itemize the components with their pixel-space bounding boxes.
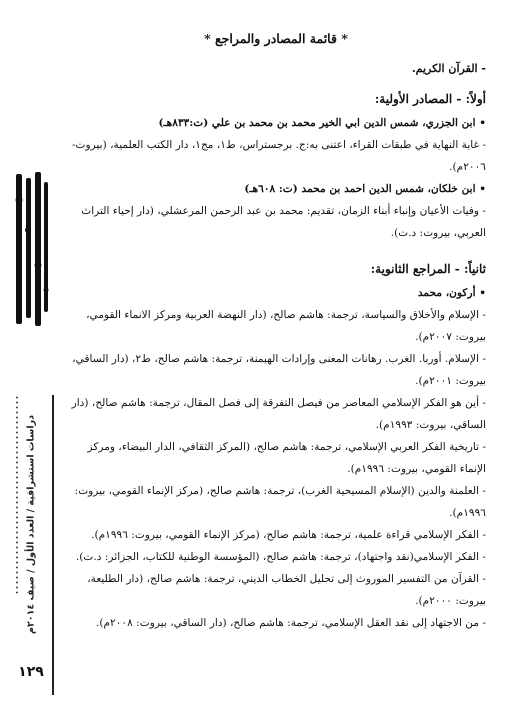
bib-entry: - الفكر الإسلامي(نقد واجتهاد)، ترجمة: هاشم صالح، (المؤسسة الوطنية للكتاب، الجزائر: د.ت).	[75, 551, 486, 563]
bib-entry: - الإسلام. أوربا. الغرب. رهانات المعنى وإرادات الهيمنة، ترجمة: هاشم صالح، ط٢، (دار الساقي، بيروت: ٢٠٠١م).	[72, 353, 486, 387]
bib-author: • ابن الجزري، شمس الدين ابي الخير محمد بن محمد بن علي (ت:٨٣٣هـ)	[158, 117, 486, 129]
bib-entry: - من الاجتهاد إلى نقد العقل الإسلامي، ترجمة: هاشم صالح، (دار الساقي، بيروت: ٢٠٠٨م).	[95, 617, 486, 629]
bib-author: • ابن خلكان، شمس الدين احمد بن محمد (ت: ٦٠٨هـ)	[244, 183, 486, 195]
secondary-sources-heading: ثانياً: - المراجع الثانوية:	[370, 262, 486, 276]
bib-entry: - غاية النهاية في طبقات القراء، اعتنى به:ج. برجستراس، ط١، مج١، دار الكتب العلمية، (بيروت- ٢٠٠٦م).	[71, 139, 486, 173]
margin-divider	[52, 395, 54, 695]
page-title: * قائمة المصادر والمراجع *	[204, 31, 348, 46]
quran-entry: - القرآن الكريم.	[411, 62, 486, 75]
bib-entry: - الإسلام والأخلاق والسياسة، ترجمة: هاشم صالح، (دار النهضة العربية ومركز الانماء القومي، بيروت: ٢٠٠٧م).	[86, 309, 486, 343]
page-number: ١٢٩	[18, 664, 44, 680]
bibliography	[66, 28, 486, 634]
bib-entry: - تاريخية الفكر العربي الإسلامي، ترجمة: هاشم صالح، (المركز الثقافي، الدار البيضاء، ومركز الإنماء القومي، بيروت: ١٩٩٦م).	[87, 441, 486, 475]
primary-sources-heading: أولاً: - المصادر الأولية:	[374, 92, 486, 106]
bib-entry: - أين هو الفكر الإسلامي المعاصر من فيصل التفرقة إلى فصل المقال، ترجمة: هاشم صالح، (دار الساقي، بيروت: ١٩٩٣م).	[71, 397, 486, 431]
bib-author: • أركون، محمد	[417, 287, 486, 299]
running-header: دراسات استشراقية / العدد الأول / صيف ٢٠١٤م	[25, 415, 37, 635]
bib-entry: - وفيات الأعيان وإنباء أبناء الزمان، تقديم: محمد بن عبد الرحمن المرعشلي، (دار إحياء التراث العربي، بيروت: د.ت).	[81, 205, 486, 239]
journal-logo	[10, 170, 52, 330]
bib-entry: - العلمنة والدين (الإسلام المسيحية الغرب)، ترجمة: هاشم صالح، (مركز الإنماء القومي، بيروت: ١٩٩٦م).	[74, 485, 486, 519]
bib-entry: - القرآن من التفسير الموروث إلى تحليل الخطاب الديني، ترجمة: هاشم صالح، (دار الطليعة، بيروت: ٢٠٠٠م).	[87, 573, 486, 607]
bib-entry: - الفكر الإسلامي قراءة علمية، ترجمة: هاشم صالح، (مركز الإنماء القومي، بيروت: ١٩٩٦م).	[91, 529, 486, 541]
